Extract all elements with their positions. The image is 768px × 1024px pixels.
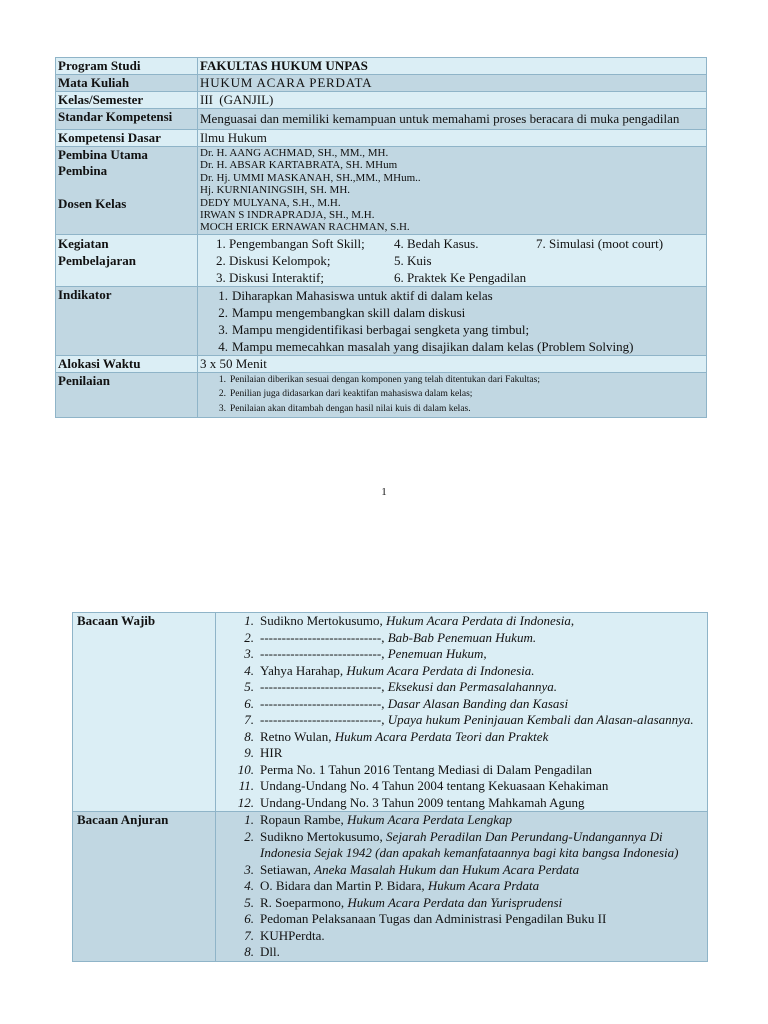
label-dosen-kelas: Dosen Kelas [58,196,127,211]
value-alokasi-waktu: 3 x 50 Menit [198,355,707,372]
bacaan-anjuran-list [216,812,708,962]
dosen-name: Hj. KURNIANINGSIH, SH. MH. [200,184,351,197]
dosen-name: MOCH ERICK ERNAWAN RACHMAN, S.H. [200,221,410,234]
label-kegiatan: Kegiatan [58,235,109,251]
kegiatan-list [198,234,707,286]
row-penilaian [56,372,707,417]
bacaan-wajib-list [216,613,708,812]
indikator-item: 2. Mampu mengembangkan skill dalam diskusi [218,304,466,320]
reference-item: 5. R. Soeparmono, Hukum Acara Perdata dan Yurisprudensi [244,894,563,910]
reference-item: 12. Undang-Undang No. 3 Tahun 2009 tentang Mahkamah Agung [237,794,585,810]
penilaian-item: 2. Penilian juga didasarkan dari keaktifan mahasiswa dalam kelas; [218,389,473,400]
penilaian-item: 1. Penilaian diberikan sesuai dengan komponen yang telah ditentukan dari Fakultas; [218,374,540,385]
indikator-item: 4. Mampu memecahkan masalah yang disajikan dalam kelas (Problem Solving) [218,338,634,354]
reference-item: 6. ----------------------------, Dasar Alasan Banding dan Kasasi [244,695,569,711]
label-pembina: Pembina [58,163,108,178]
indikator-item: 1. Diharapkan Mahasiswa untuk aktif di dalam kelas [218,287,493,303]
row-kegiatan [56,234,707,286]
reference-item: 2. ----------------------------, Bab-Bab Penemuan Hukum. [244,629,537,645]
label-standar-kompetensi: Standar Kompetensi [56,109,198,130]
label-bacaan-wajib: Bacaan Wajib [73,613,216,812]
label-kelas-semester: Kelas/Semester [56,92,198,109]
penilaian-list [198,372,707,417]
pembina-names [198,147,707,235]
row-alokasi-waktu [56,355,707,372]
kegiatan-item: 3. Diskusi Interaktif; [216,269,324,285]
reference-item: 4. O. Bidara dan Martin P. Bidara, Hukum Acara Prdata [244,878,540,893]
pembina-name: Dr. Hj. UMMI MASKANAH, SH.,MM., MHum.. [200,171,421,184]
kegiatan-item: 4. Bedah Kasus. [394,235,479,251]
row-bacaan-wajib [73,613,708,812]
row-mata-kuliah [56,75,707,92]
label-pembina-utama: Pembina Utama [58,147,148,162]
reference-item: 7. ----------------------------, Upaya hukum Peninjauan Kembali dan Alasan-alasannya. [244,712,694,727]
reference-item: 3. Setiawan, Aneka Masalah Hukum dan Hukum Acara Perdata [244,861,580,877]
label-pembelajaran: Pembelajaran [58,252,136,268]
value-mata-kuliah: HUKUM ACARA PERDATA [198,75,707,92]
course-info-table [55,57,707,418]
kegiatan-item: 1. Pengembangan Soft Skill; [216,235,365,251]
reference-item: 1. Ropaun Rambe, Hukum Acara Perdata Lengkap [244,812,513,827]
row-bacaan-anjuran [73,812,708,962]
row-pembina [56,147,707,235]
label-kompetensi-dasar: Kompetensi Dasar [56,130,198,147]
reference-item: 3. ----------------------------, Penemuan Hukum, [244,646,487,661]
label-kegiatan-group [56,234,198,286]
row-program-studi [56,58,707,75]
reference-item: 5. ----------------------------, Eksekusi dan Permasalahannya. [244,679,558,694]
reference-item: 9. HIR [244,745,283,760]
indikator-item: 3. Mampu mengidentifikasi berbagai sengketa yang timbul; [218,321,530,337]
kegiatan-item: 2. Diskusi Kelompok; [216,252,331,268]
label-alokasi-waktu: Alokasi Waktu [56,355,198,372]
pembina-name: Dr. H. ABSAR KARTABRATA, SH. MHum [200,159,398,172]
value-standar-kompetensi: Menguasai dan memiliki kemampuan untuk memahami proses beracara di muka pengadilan [198,109,707,130]
row-indikator [56,286,707,355]
label-mata-kuliah: Mata Kuliah [56,75,198,92]
reference-item: 1. Sudikno Mertokusumo, Hukum Acara Perdata di Indonesia, [244,613,575,628]
dosen-name: IRWAN S INDRAPRADJA, SH., M.H. [200,209,375,222]
label-program-studi: Program Studi [56,58,198,75]
indikator-list [198,286,707,355]
page-number: 1 [381,486,387,498]
reference-item: 8. Retno Wulan, Hukum Acara Perdata Teori dan Praktek [244,728,549,744]
value-program-studi: FAKULTAS HUKUM UNPAS [198,58,707,75]
reference-item: 10. Perma No. 1 Tahun 2016 Tentang Mediasi di Dalam Pengadilan [237,761,593,777]
reference-item: 7. KUHPerdta. [244,927,325,943]
reference-item: 4. Yahya Harahap, Hukum Acara Perdata di Indonesia. [244,662,535,678]
row-kompetensi-dasar [56,130,707,147]
row-standar-kompetensi [56,109,707,130]
label-penilaian: Penilaian [56,372,198,417]
kegiatan-item: 6. Praktek Ke Pengadilan [394,269,527,285]
references-table [72,612,708,962]
pembina-name: Dr. H. AANG ACHMAD, SH., MM., MH. [200,147,389,159]
kegiatan-item: 7. Simulasi (moot court) [536,235,664,251]
row-kelas-semester [56,92,707,109]
dosen-name: DEDY MULYANA, S.H., M.H. [200,196,341,209]
label-pembina-group [56,147,198,235]
value-kelas-semester: III (GANJIL) [198,92,707,109]
kegiatan-item: 5. Kuis [394,252,432,268]
reference-item: 6. Pedoman Pelaksanaan Tugas dan Administrasi Pengadilan Buku II [244,911,607,926]
label-indikator: Indikator [56,286,198,355]
label-bacaan-anjuran: Bacaan Anjuran [73,812,216,962]
reference-item: 2. Sudikno Mertokusumo, Sejarah Peradilan Dan Perundang-Undangannya Di Indonesia Sejak 1942 (dan apakah kemanfataannya bagi kita bangsa Indonesia) [244,828,679,860]
reference-item: 8. Dll. [244,944,280,959]
reference-item: 11. Undang-Undang No. 4 Tahun 2004 tentang Kekuasaan Kehakiman [238,778,609,793]
penilaian-item: 3. Penilaian akan ditambah dengan hasil nilai kuis di dalam kelas. [218,403,471,414]
value-kompetensi-dasar: Ilmu Hukum [198,130,707,147]
